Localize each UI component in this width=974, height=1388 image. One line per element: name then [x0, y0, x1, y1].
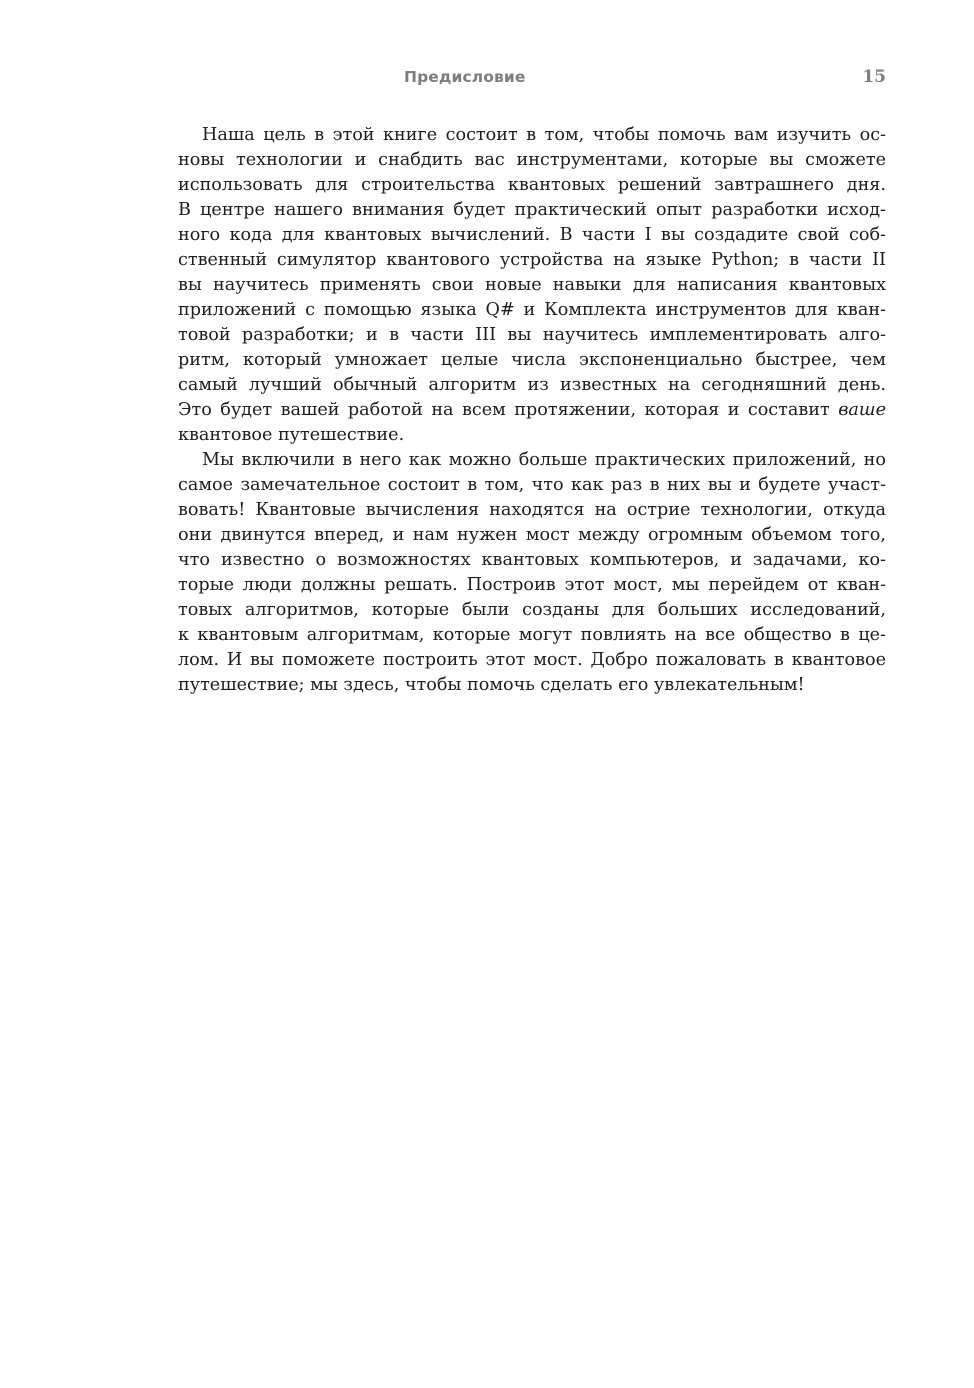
text-line: ного кода для квантовых вычислений. В части I вы создадите свой соб- [178, 225, 886, 245]
text-line: новы технологии и снабдить вас инструментами, которые вы сможете [178, 150, 886, 170]
text-line: вовать! Квантовые вычисления находятся на острие технологии, откуда [178, 500, 886, 520]
text-line: Наша цель в этой книге состоит в том, чтобы помочь вам изучить ос- [202, 125, 886, 145]
body-text [178, 123, 886, 698]
text-line: они двинутся вперед, и нам нужен мост между огромным объемом того, [178, 525, 886, 545]
section-title: Предисловие [404, 68, 526, 86]
text-line: лом. И вы поможете построить этот мост. Добро пожаловать в квантовое [178, 650, 886, 670]
text-line: вы научитесь применять свои новые навыки для написания квантовых [178, 275, 886, 295]
text-line: ритм, который умножает целые числа экспоненциально быстрее, чем [178, 350, 886, 370]
text-line: приложений с помощью языка Q# и Комплекта инструментов для кван- [178, 300, 886, 320]
paragraph-1 [178, 123, 886, 448]
text-line: Мы включили в него как можно больше практических приложений, но [202, 450, 886, 470]
text-line: путешествие; мы здесь, чтобы помочь сделать его увлекательным! [178, 675, 805, 695]
paragraph-2 [178, 448, 886, 698]
text-line: что известно о возможностях квантовых компьютеров, и задачами, ко- [178, 550, 886, 570]
text-line [178, 398, 886, 423]
italic-emphasis: ваше [838, 400, 886, 420]
text-line: квантовое путешествие. [178, 425, 405, 445]
running-head [178, 68, 886, 94]
text-line: торые люди должны решать. Построив этот мост, мы перейдем от кван- [178, 575, 886, 595]
text-line: товой разработки; и в части III вы научитесь имплементировать алго- [178, 325, 886, 345]
text-line: товых алгоритмов, которые были созданы для больших исследований, [178, 600, 886, 620]
text-run: Это будет вашей работой на всем протяжении, которая и составит [178, 400, 830, 420]
page-number: 15 [862, 67, 886, 87]
text-line: к квантовым алгоритмам, которые могут повлиять на все общество в це- [178, 625, 886, 645]
text-line: ственный симулятор квантового устройства на языке Python; в части II [178, 250, 886, 270]
text-line: самый лучший обычный алгоритм из известных на сегодняшний день. [178, 375, 886, 395]
text-line: В центре нашего внимания будет практический опыт разработки исход- [178, 200, 886, 220]
text-line: использовать для строительства квантовых решений завтрашнего дня. [178, 175, 886, 195]
text-line: самое замечательное состоит в том, что как раз в них вы и будете участ- [178, 475, 886, 495]
